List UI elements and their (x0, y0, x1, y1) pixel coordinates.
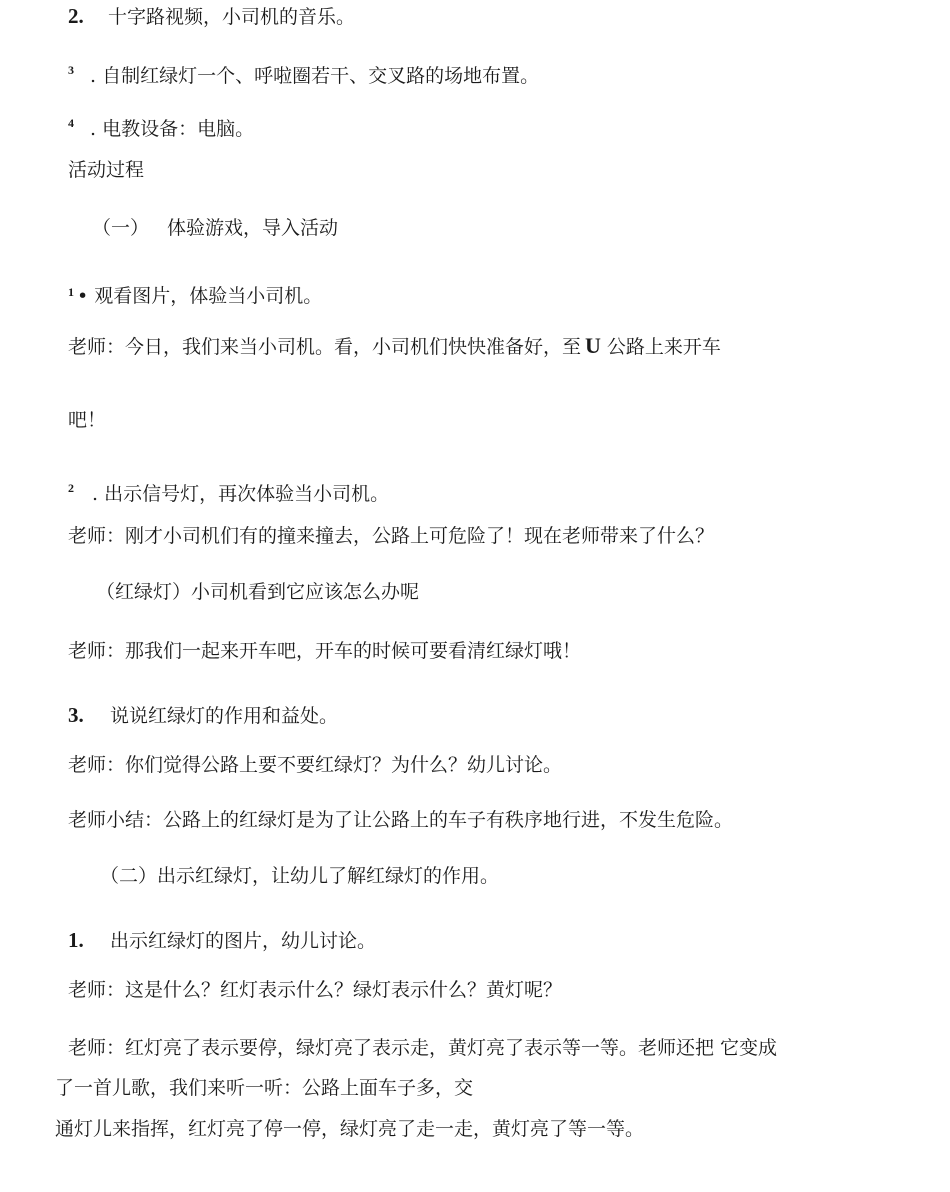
subsection-heading-2: （二）出示红绿灯，让幼儿了解红绿灯的作用。 (100, 865, 500, 887)
subsection-title: 体验游戏，导入活动 (167, 217, 339, 239)
item-number: 4 (68, 116, 74, 130)
subsection-number: （一） (92, 217, 150, 239)
item-number: 3 (68, 63, 74, 77)
teacher-line-6: 老师：红灯亮了表示要停，绿灯亮了表示走，黄灯亮了表示等一等。老师还把 它变成 (68, 1037, 778, 1059)
teacher-line-6-cont-2: 通灯儿来指挥，红灯亮了停一停，绿灯亮了走一走，黄灯亮了等一等。 (55, 1118, 645, 1140)
teacher-line-4: 老师：你们觉得公路上要不要红绿灯？为什么？幼儿讨论。 (68, 754, 563, 776)
subsection-heading-1 (92, 216, 338, 240)
step-number: 1. (68, 928, 84, 952)
step-number: 1 (68, 285, 74, 299)
material-item-3 (68, 58, 539, 88)
step-text: • 观看图片，体验当小司机。 (77, 285, 323, 307)
step-text: 出示红绿灯的图片，幼儿讨论。 (110, 930, 377, 952)
section-heading-process: 活动过程 (68, 159, 145, 181)
text-segment: 公路上来开车 (606, 336, 721, 358)
item-text: . 电教设备：电脑。 (90, 118, 255, 140)
teacher-summary: 老师小结：公路上的红绿灯是为了让公路上的车子有秩序地行进，不发生危险。 (68, 809, 734, 831)
item-text: 十字路视频，小司机的音乐。 (108, 6, 356, 28)
bold-letter: U (585, 333, 601, 358)
teacher-line-3: 老师：那我们一起来开车吧，开车的时候可要看清红绿灯哦！ (68, 640, 582, 662)
step-text: . 出示信号灯，再次体验当小司机。 (92, 483, 390, 505)
teacher-line-6-cont-1: 了一首儿歌，我们来听一听：公路上面车子多，交 (55, 1077, 474, 1099)
step-1-1 (68, 280, 322, 308)
text-segment: 老师：今日，我们来当小司机。看，小司机们快快准备好，至 (68, 336, 582, 358)
teacher-line-1 (68, 334, 721, 359)
item-text: . 自制红绿灯一个、呼啦圈若干、交叉路的场地布置。 (90, 65, 540, 87)
step-number: 2 (68, 481, 74, 495)
teacher-line-2: 老师：刚才小司机们有的撞来撞去，公路上可危险了！现在老师带来了什么？ (68, 525, 715, 547)
material-item-2 (68, 4, 355, 29)
step-1-3 (68, 703, 338, 728)
item-number: 2. (68, 4, 84, 28)
teacher-line-1-cont: 吧！ (68, 409, 107, 431)
step-number: 3. (68, 703, 84, 727)
step-text: 说说红绿灯的作用和益处。 (110, 705, 339, 727)
step-1-2 (68, 476, 389, 506)
teacher-line-5: 老师：这是什么？红灯表示什么？绿灯表示什么？黄灯呢？ (68, 979, 563, 1001)
teacher-line-2-cont: （红绿灯）小司机看到它应该怎么办呢 (96, 581, 420, 603)
step-2-1 (68, 928, 376, 953)
material-item-4 (68, 111, 254, 141)
